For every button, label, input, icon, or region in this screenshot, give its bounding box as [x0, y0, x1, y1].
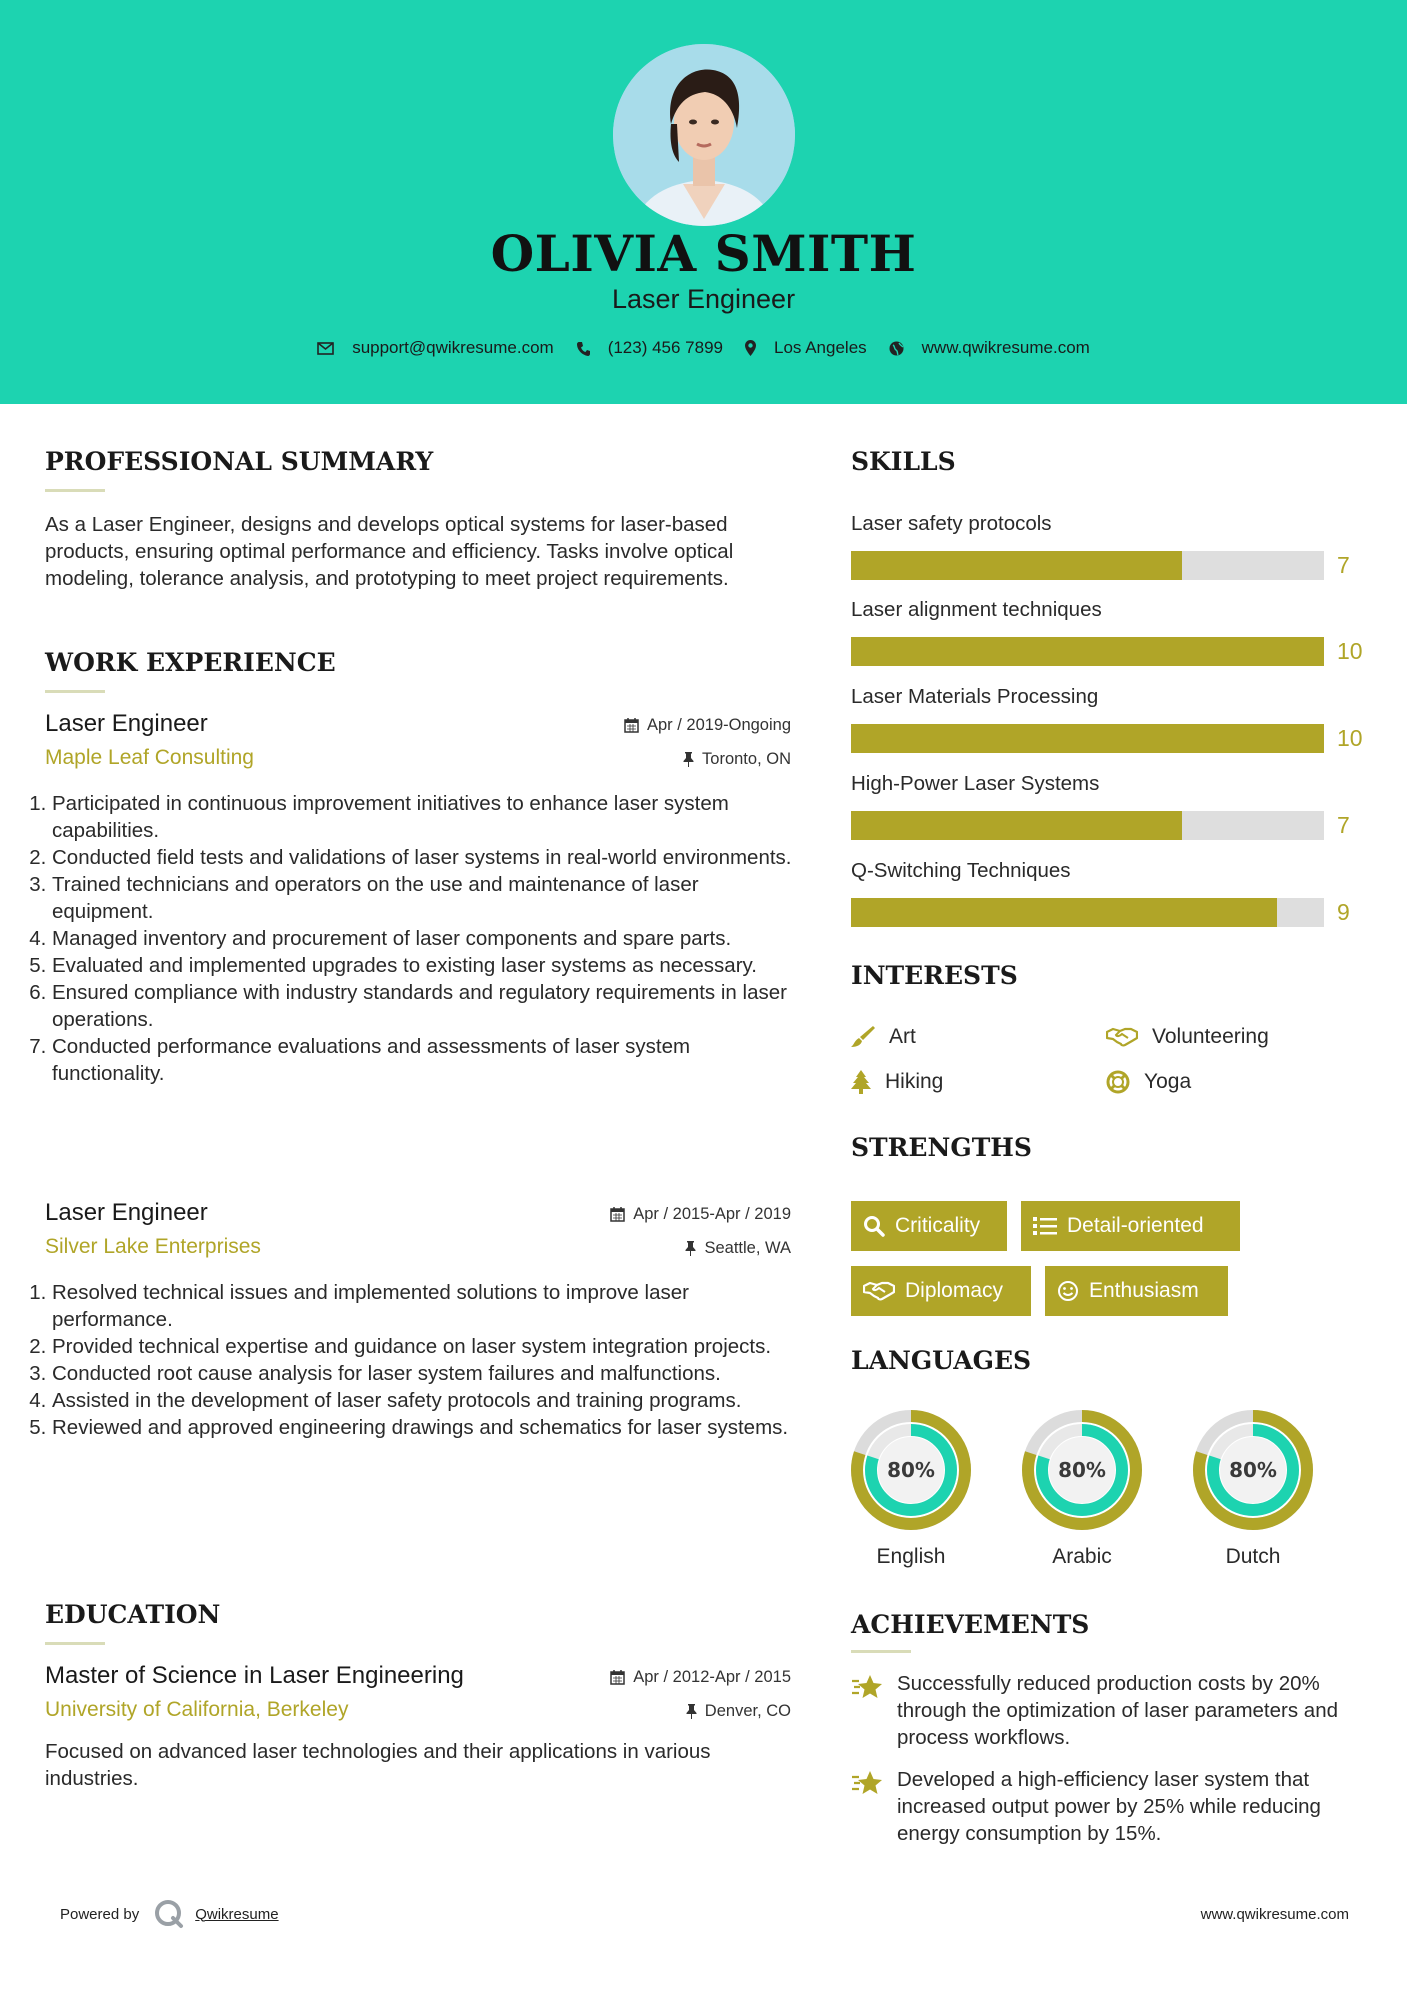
calendar-icon — [624, 718, 639, 733]
list-icon — [1033, 1216, 1057, 1236]
skill-bar — [851, 898, 1324, 927]
phone-icon — [576, 341, 590, 356]
summary-heading: PROFESSIONAL SUMMARY — [45, 447, 434, 476]
job-location-1: Toronto, ON — [683, 750, 791, 769]
skill-label: High-Power Laser Systems — [851, 772, 1100, 795]
strength-chip-diplomacy: Diplomacy — [851, 1266, 1031, 1316]
skill-value: 10 — [1337, 725, 1363, 751]
language-name: Arabic — [1052, 1545, 1112, 1568]
location-text: Los Angeles — [774, 338, 867, 357]
search-icon — [863, 1215, 885, 1237]
footer-website[interactable]: www.qwikresume.com — [1200, 1906, 1349, 1923]
language-percent: 80% — [1229, 1458, 1277, 1482]
handshake-icon — [1106, 1027, 1138, 1047]
avatar — [613, 44, 795, 226]
skill-item — [851, 685, 1371, 751]
languages-heading: LANGUAGES — [851, 1346, 1032, 1375]
language-name: English — [876, 1545, 946, 1568]
achievements-rule — [851, 1650, 911, 1653]
job-date-2: Apr / 2015-Apr / 2019 — [610, 1205, 791, 1224]
language-item — [1021, 1409, 1143, 1568]
language-percent: 80% — [887, 1458, 935, 1482]
job-date-1: Apr / 2019-Ongoing — [624, 716, 791, 735]
list-item: 3. Trained technicians and operators on the use and maintenance of laser equipment. — [52, 871, 794, 925]
list-item: 3. Conducted root cause analysis for laser system failures and malfunctions. — [52, 1360, 794, 1387]
strength-chip-detail-oriented: Detail-oriented — [1021, 1201, 1240, 1251]
map-pin-icon — [745, 340, 756, 356]
list-item: 5. Evaluated and implemented upgrades to existing laser systems as necessary. — [52, 952, 794, 979]
education-date: Apr / 2012-Apr / 2015 — [610, 1668, 791, 1687]
star-achievement-icon — [851, 1768, 885, 1798]
skill-item — [851, 859, 1371, 925]
interest-yoga: Yoga — [1106, 1070, 1191, 1094]
education-heading: EDUCATION — [45, 1600, 221, 1629]
job-bullets-1 — [34, 790, 794, 1087]
list-item: 6. Ensured compliance with industry standards and regulatory requirements in laser operations. — [52, 979, 794, 1033]
list-item: 1. Resolved technical issues and implemented solutions to improve laser performance. — [52, 1279, 794, 1333]
skill-bar-fill — [851, 898, 1277, 927]
summary-rule — [45, 489, 105, 492]
calendar-icon — [610, 1207, 625, 1222]
list-item: 4. Assisted in the development of laser safety protocols and training programs. — [52, 1387, 794, 1414]
skill-value: 7 — [1337, 812, 1350, 838]
achievement-item-1: Successfully reduced production costs by 20% through the optimization of laser parameters and process workflows. — [851, 1670, 1351, 1751]
list-item: 7. Conducted performance evaluations and assessments of laser system functionality. — [52, 1033, 794, 1087]
skill-bar-fill — [851, 551, 1182, 580]
skill-bar-fill — [851, 637, 1324, 666]
list-item: 2. Provided technical expertise and guidance on laser system integration projects. — [52, 1333, 794, 1360]
smile-icon — [1057, 1280, 1079, 1302]
powered-by-text: Powered by — [60, 1905, 140, 1923]
education-entry — [45, 1662, 791, 1790]
skill-bar — [851, 551, 1324, 580]
language-item — [850, 1409, 972, 1568]
job-location-2: Seattle, WA — [685, 1239, 791, 1258]
calendar-icon — [610, 1670, 625, 1685]
pushpin-icon — [686, 1704, 697, 1719]
interests-heading: INTERESTS — [851, 961, 1018, 990]
skill-label: Q-Switching Techniques — [851, 859, 1071, 882]
candidate-title: Laser Engineer — [611, 284, 796, 314]
footer-brand-link[interactable]: Qwikresume — [195, 1905, 279, 1923]
job-bullets-2 — [34, 1279, 794, 1441]
education-description: Focused on advanced laser technologies and their applications in various industries. — [45, 1740, 711, 1790]
achievement-item-2: Developed a high-efficiency laser system that increased output power by 25% while reducing energy consumption by 15%. — [851, 1766, 1351, 1847]
list-item: 1. Participated in continuous improvement initiatives to enhance laser system capabilities. — [52, 790, 794, 844]
strength-chip-enthusiasm: Enthusiasm — [1045, 1266, 1228, 1316]
list-item: 5. Reviewed and approved engineering drawings and schematics for laser systems. — [52, 1414, 794, 1441]
skill-bar-fill — [851, 811, 1182, 840]
email-text: support@qwikresume.com — [352, 338, 554, 357]
experience-heading: WORK EXPERIENCE — [45, 648, 336, 677]
skill-item — [851, 772, 1371, 838]
job-title-1: Laser Engineer — [45, 710, 208, 737]
experience-rule — [45, 690, 105, 693]
language-donut — [850, 1409, 972, 1531]
interest-art: Art — [851, 1025, 916, 1049]
language-name: Dutch — [1225, 1545, 1281, 1568]
contact-website[interactable] — [889, 338, 1090, 358]
degree-title: Master of Science in Laser Engineering — [45, 1662, 464, 1689]
phone-text: (123) 456 7899 — [607, 338, 724, 357]
job-entry-1 — [45, 710, 792, 1085]
skill-bar-fill — [851, 724, 1324, 753]
candidate-name: OLIVIA SMITH — [490, 224, 917, 283]
tree-icon — [851, 1070, 871, 1094]
interest-volunteering: Volunteering — [1106, 1025, 1269, 1049]
skill-value: 10 — [1337, 638, 1363, 664]
envelope-icon — [317, 342, 334, 355]
language-item — [1192, 1409, 1314, 1568]
profile-photo — [613, 44, 795, 226]
education-location: Denver, CO — [686, 1702, 791, 1721]
skill-label: Laser Materials Processing — [851, 685, 1099, 708]
pushpin-icon — [683, 752, 694, 767]
skill-value: 9 — [1337, 899, 1350, 925]
school-name: University of California, Berkeley — [45, 1698, 349, 1721]
achievements-heading: ACHIEVEMENTS — [851, 1610, 1090, 1639]
education-rule — [45, 1642, 105, 1645]
globe-icon — [889, 341, 904, 356]
paintbrush-icon — [851, 1026, 875, 1048]
language-donut — [1192, 1409, 1314, 1531]
skill-bar — [851, 637, 1324, 666]
website-text: www.qwikresume.com — [921, 338, 1090, 357]
skill-bar — [851, 811, 1324, 840]
skill-bar — [851, 724, 1324, 753]
job-entry-2 — [45, 1199, 791, 1439]
strength-chip-criticality: Criticality — [851, 1201, 1007, 1251]
skill-label: Laser alignment techniques — [851, 598, 1102, 621]
list-item: 4. Managed inventory and procurement of laser components and spare parts. — [52, 925, 794, 952]
list-item: 2. Conducted field tests and validations of laser systems in real-world environments. — [52, 844, 794, 871]
lifering-icon — [1106, 1070, 1130, 1094]
language-donut — [1021, 1409, 1143, 1531]
skill-item — [851, 512, 1371, 578]
footer-powered-by — [60, 1898, 279, 1930]
interest-hiking: Hiking — [851, 1070, 943, 1094]
contact-phone[interactable] — [576, 338, 723, 358]
summary-text: As a Laser Engineer, designs and develops optical systems for laser-based products, ensuring optimal performance and efficiency. Tasks involve optical modeling, tolerance analysis, and prototyping to meet project requirements. — [45, 513, 734, 590]
skill-item — [851, 598, 1371, 664]
qwikresume-logo-icon — [153, 1898, 185, 1930]
job-company-2: Silver Lake Enterprises — [45, 1235, 261, 1258]
skill-label: Laser safety protocols — [851, 512, 1052, 535]
star-achievement-icon — [851, 1672, 885, 1702]
resume-header — [0, 0, 1407, 404]
language-percent: 80% — [1058, 1458, 1106, 1482]
handshake-icon — [863, 1281, 895, 1301]
skill-value: 7 — [1337, 552, 1350, 578]
strengths-heading: STRENGTHS — [851, 1133, 1032, 1162]
pushpin-icon — [685, 1241, 696, 1256]
contact-location — [745, 338, 867, 358]
contact-email[interactable] — [317, 338, 554, 358]
job-title-2: Laser Engineer — [45, 1199, 208, 1226]
contact-bar — [0, 338, 1407, 358]
skills-heading: SKILLS — [851, 447, 956, 476]
job-company-1: Maple Leaf Consulting — [45, 746, 254, 769]
